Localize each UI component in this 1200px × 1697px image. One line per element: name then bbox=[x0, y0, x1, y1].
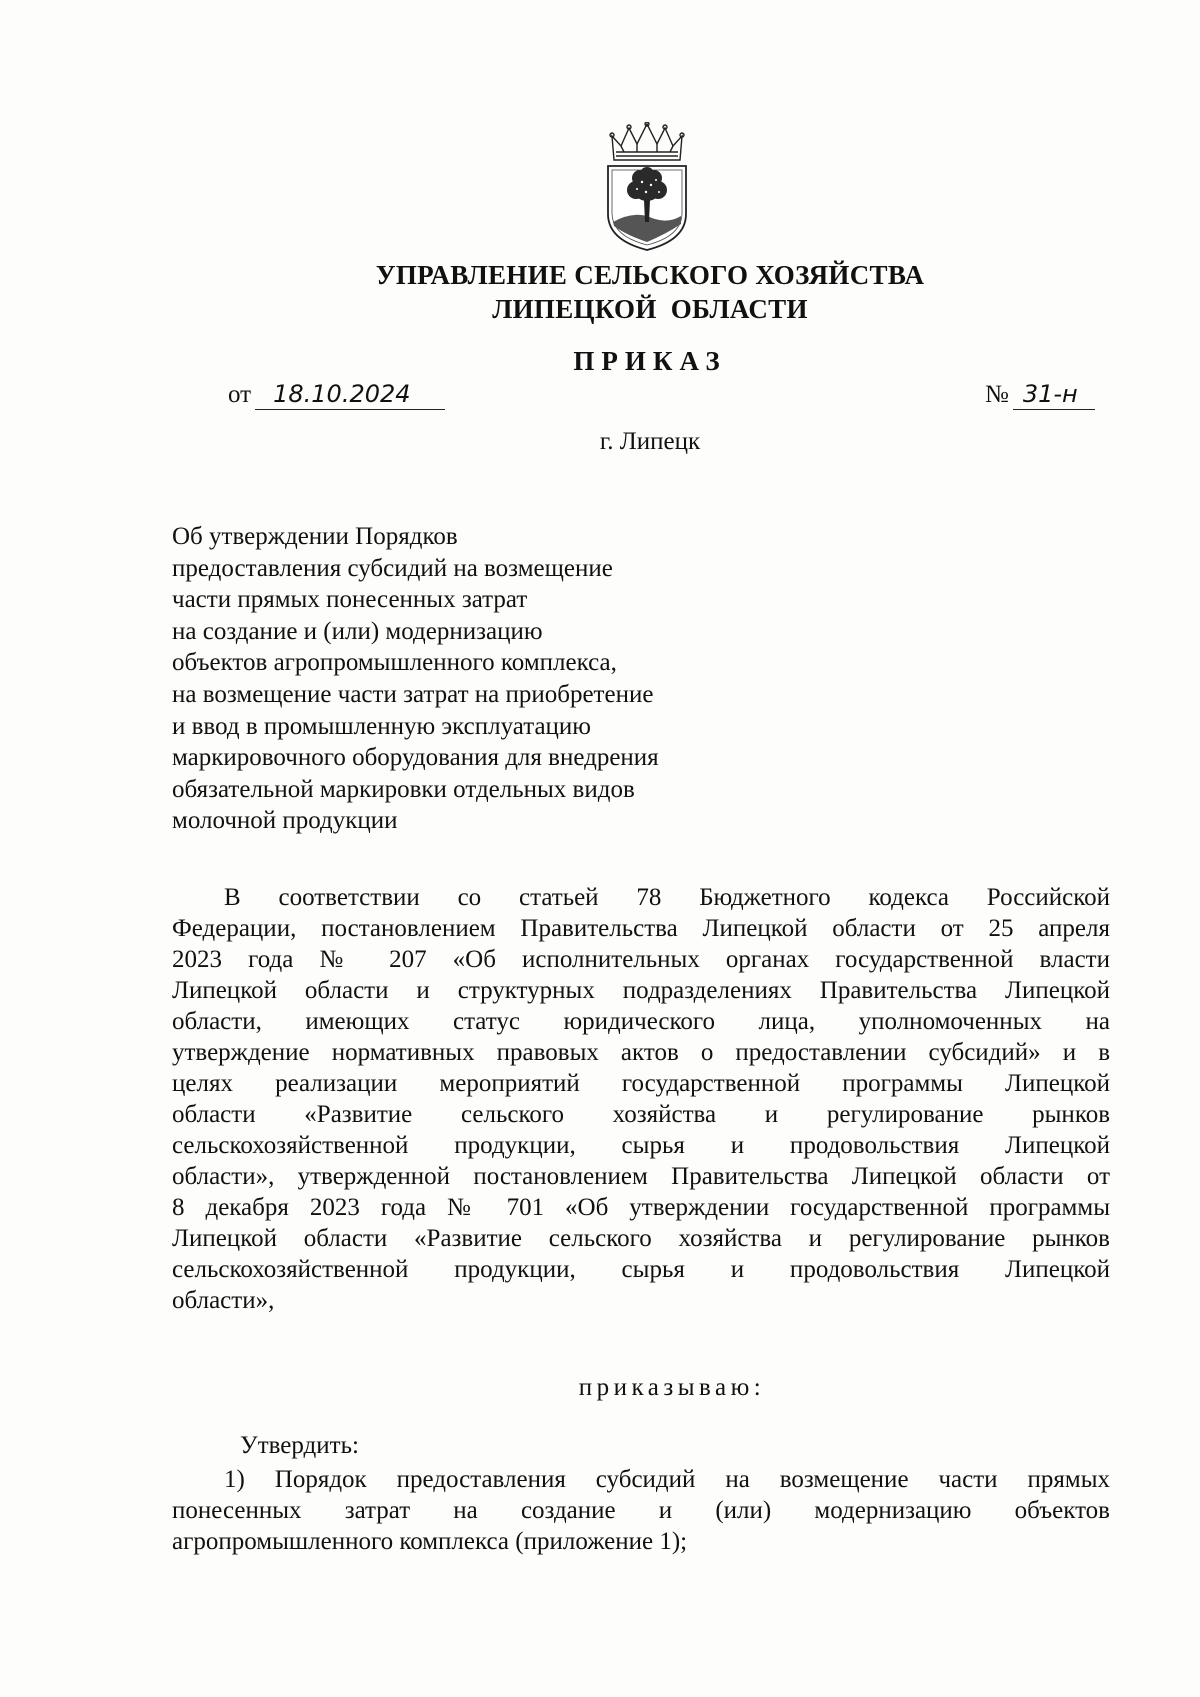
item-line: понесенных затрат на создание и (или) модернизацию объектов bbox=[172, 1497, 1110, 1524]
body-line: области», bbox=[172, 1287, 275, 1314]
subject-line: молочной продукции bbox=[172, 807, 398, 835]
subject-line: на создание и (или) модернизацию bbox=[172, 617, 543, 645]
subject-line: объектов агропромышленного комплекса, bbox=[172, 649, 617, 677]
number-field: 31-н bbox=[1013, 380, 1095, 410]
body-line: области», утвержденной постановлением Правительства Липецкой области от bbox=[172, 1163, 1110, 1190]
date-row bbox=[228, 380, 445, 410]
subject-line: части прямых понесенных затрат bbox=[172, 586, 528, 614]
body-line: целях реализации мероприятий государственной программы Липецкой bbox=[172, 1070, 1110, 1097]
number-prefix: № bbox=[985, 381, 1009, 408]
organization-title bbox=[0, 258, 1200, 326]
date-prefix: от bbox=[228, 381, 252, 408]
body-line: области «Развитие сельского хозяйства и регулирование рынков bbox=[172, 1101, 1110, 1128]
body-line: области, имеющих статус юридического лица, уполномоченных на bbox=[172, 1008, 1110, 1035]
subject-line: на возмещение части затрат на приобретение bbox=[172, 680, 654, 708]
organization-title-line1: УПРАВЛЕНИЕ СЕЛЬСКОГО ХОЗЯЙСТВА bbox=[375, 260, 925, 290]
item-line: 1) Порядок предоставления субсидий на возмещение части прямых bbox=[224, 1466, 1110, 1493]
body-line: 2023 года № 207 «Об исполнительных органах государственной власти bbox=[172, 946, 1110, 973]
approve-label: Утвердить: bbox=[240, 1432, 359, 1459]
subject-line: и ввод в промышленную эксплуатацию bbox=[172, 712, 591, 740]
item-line: агропромышленного комплекса (приложение 1); bbox=[172, 1528, 688, 1555]
organization-title-line2: ЛИПЕЦКОЙ ОБЛАСТИ bbox=[492, 294, 808, 324]
coat-of-arms-emblem bbox=[604, 122, 690, 252]
approved-item-1 bbox=[172, 1464, 1110, 1557]
document-type-heading: ПРИКАЗ bbox=[573, 346, 727, 376]
decree-word: приказываю: bbox=[578, 1374, 766, 1401]
subject-line: Об утверждении Порядков bbox=[172, 523, 458, 550]
number-row bbox=[985, 380, 1095, 410]
body-line: утверждение нормативных правовых актов о предоставлении субсидий» и в bbox=[172, 1039, 1110, 1066]
body-line: Федерации, постановлением Правительства Липецкой области от 25 апреля bbox=[172, 915, 1110, 942]
date-field: 18.10.2024 bbox=[255, 380, 445, 410]
city-line: г. Липецк bbox=[599, 428, 701, 455]
order-subject bbox=[172, 521, 772, 837]
body-line: В соответствии со статьей 78 Бюджетного кодекса Российской bbox=[224, 884, 1110, 911]
body-line: 8 декабря 2023 года № 701 «Об утверждении государственной программы bbox=[172, 1194, 1110, 1221]
subject-line: обязательной маркировки отдельных видов bbox=[172, 775, 635, 803]
body-line: Липецкой области «Развитие сельского хозяйства и регулирование рынков bbox=[172, 1225, 1110, 1252]
subject-line: предоставления субсидий на возмещение bbox=[172, 554, 613, 582]
subject-line: маркировочного оборудования для внедрения bbox=[172, 744, 659, 772]
preamble-paragraph bbox=[172, 882, 1110, 1316]
body-line: Липецкой области и структурных подразделениях Правительства Липецкой bbox=[172, 977, 1110, 1004]
body-line: сельскохозяйственной продукции, сырья и продовольствия Липецкой bbox=[172, 1132, 1110, 1159]
body-line: сельскохозяйственной продукции, сырья и продовольствия Липецкой bbox=[172, 1256, 1110, 1283]
